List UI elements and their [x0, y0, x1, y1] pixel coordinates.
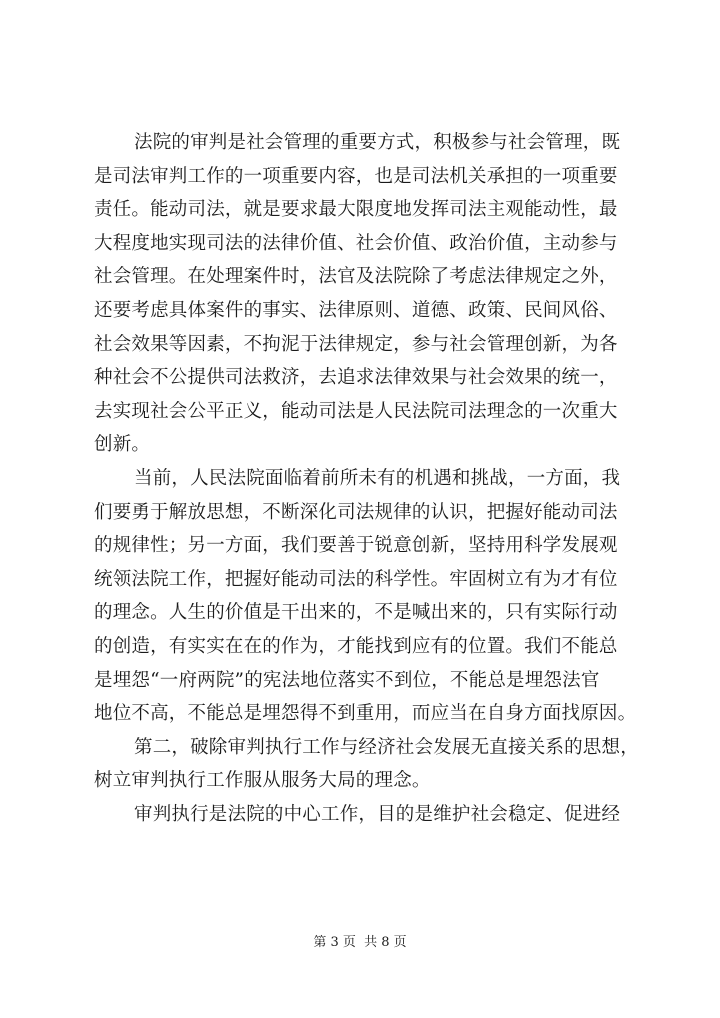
- text-line: 还要考虑具体案件的事实、法律原则、道德、政策、民间风俗、: [94, 299, 618, 321]
- text-line: 去实现社会公平正义，能动司法是人民法院司法理念的一次重大: [94, 400, 618, 422]
- text-line: 地位不高，不能总是埋怨得不到重用，而应当在自身方面找原因。: [94, 703, 637, 725]
- text-line: 们要勇于解放思想，不断深化司法规律的认识，把握好能动司法: [94, 501, 618, 523]
- text-line: 责任。能动司法，就是要求最大限度地发挥司法主观能动性，最: [94, 199, 618, 221]
- text-line: 的理念。人生的价值是干出来的，不是喊出来的，只有实际行动: [94, 602, 618, 624]
- text-line: 种社会不公提供司法救济，去追求法律效果与社会效果的统一，: [94, 367, 618, 389]
- text-line: 树立审判执行工作服从服务大局的理念。: [94, 770, 431, 792]
- text-line: 审判执行是法院的中心工作，目的是维护社会稳定、促进经: [134, 803, 621, 825]
- text-line: 大程度地实现司法的法律价值、社会价值、政治价值，主动参与: [94, 232, 618, 254]
- body-text: [94, 126, 639, 831]
- text-line: 社会效果等因素，不拘泥于法律规定，参与社会管理创新，为各: [94, 333, 618, 355]
- page-number-total: 共 8 页: [364, 935, 407, 950]
- text-line: 的规律性；另一方面，我们要善于锐意创新，坚持用科学发展观: [94, 535, 618, 557]
- text-line: 第二，破除审判执行工作与经济社会发展无直接关系的思想，: [134, 736, 639, 758]
- text-line: 社会管理。在处理案件时，法官及法院除了考虑法律规定之外，: [94, 266, 618, 288]
- text-line: 是埋怨“一府两院”的宪法地位落实不到位，不能总是埋怨法官: [94, 669, 600, 691]
- text-line: 当前，人民法院面临着前所未有的机遇和挑战，一方面，我: [134, 467, 621, 489]
- text-line: 的创造，有实实在在的作为，才能找到应有的位置。我们不能总: [94, 635, 618, 657]
- page-footer: [0, 934, 720, 952]
- text-line: 法院的审判是社会管理的重要方式，积极参与社会管理，既: [134, 132, 621, 153]
- page-number-current: 第 3 页: [313, 935, 356, 950]
- text-line: 创新。: [94, 434, 151, 456]
- text-line: 统领法院工作，把握好能动司法的科学性。牢固树立有为才有位: [94, 568, 618, 590]
- text-line: 是司法审判工作的一项重要内容，也是司法机关承担的一项重要: [94, 165, 618, 187]
